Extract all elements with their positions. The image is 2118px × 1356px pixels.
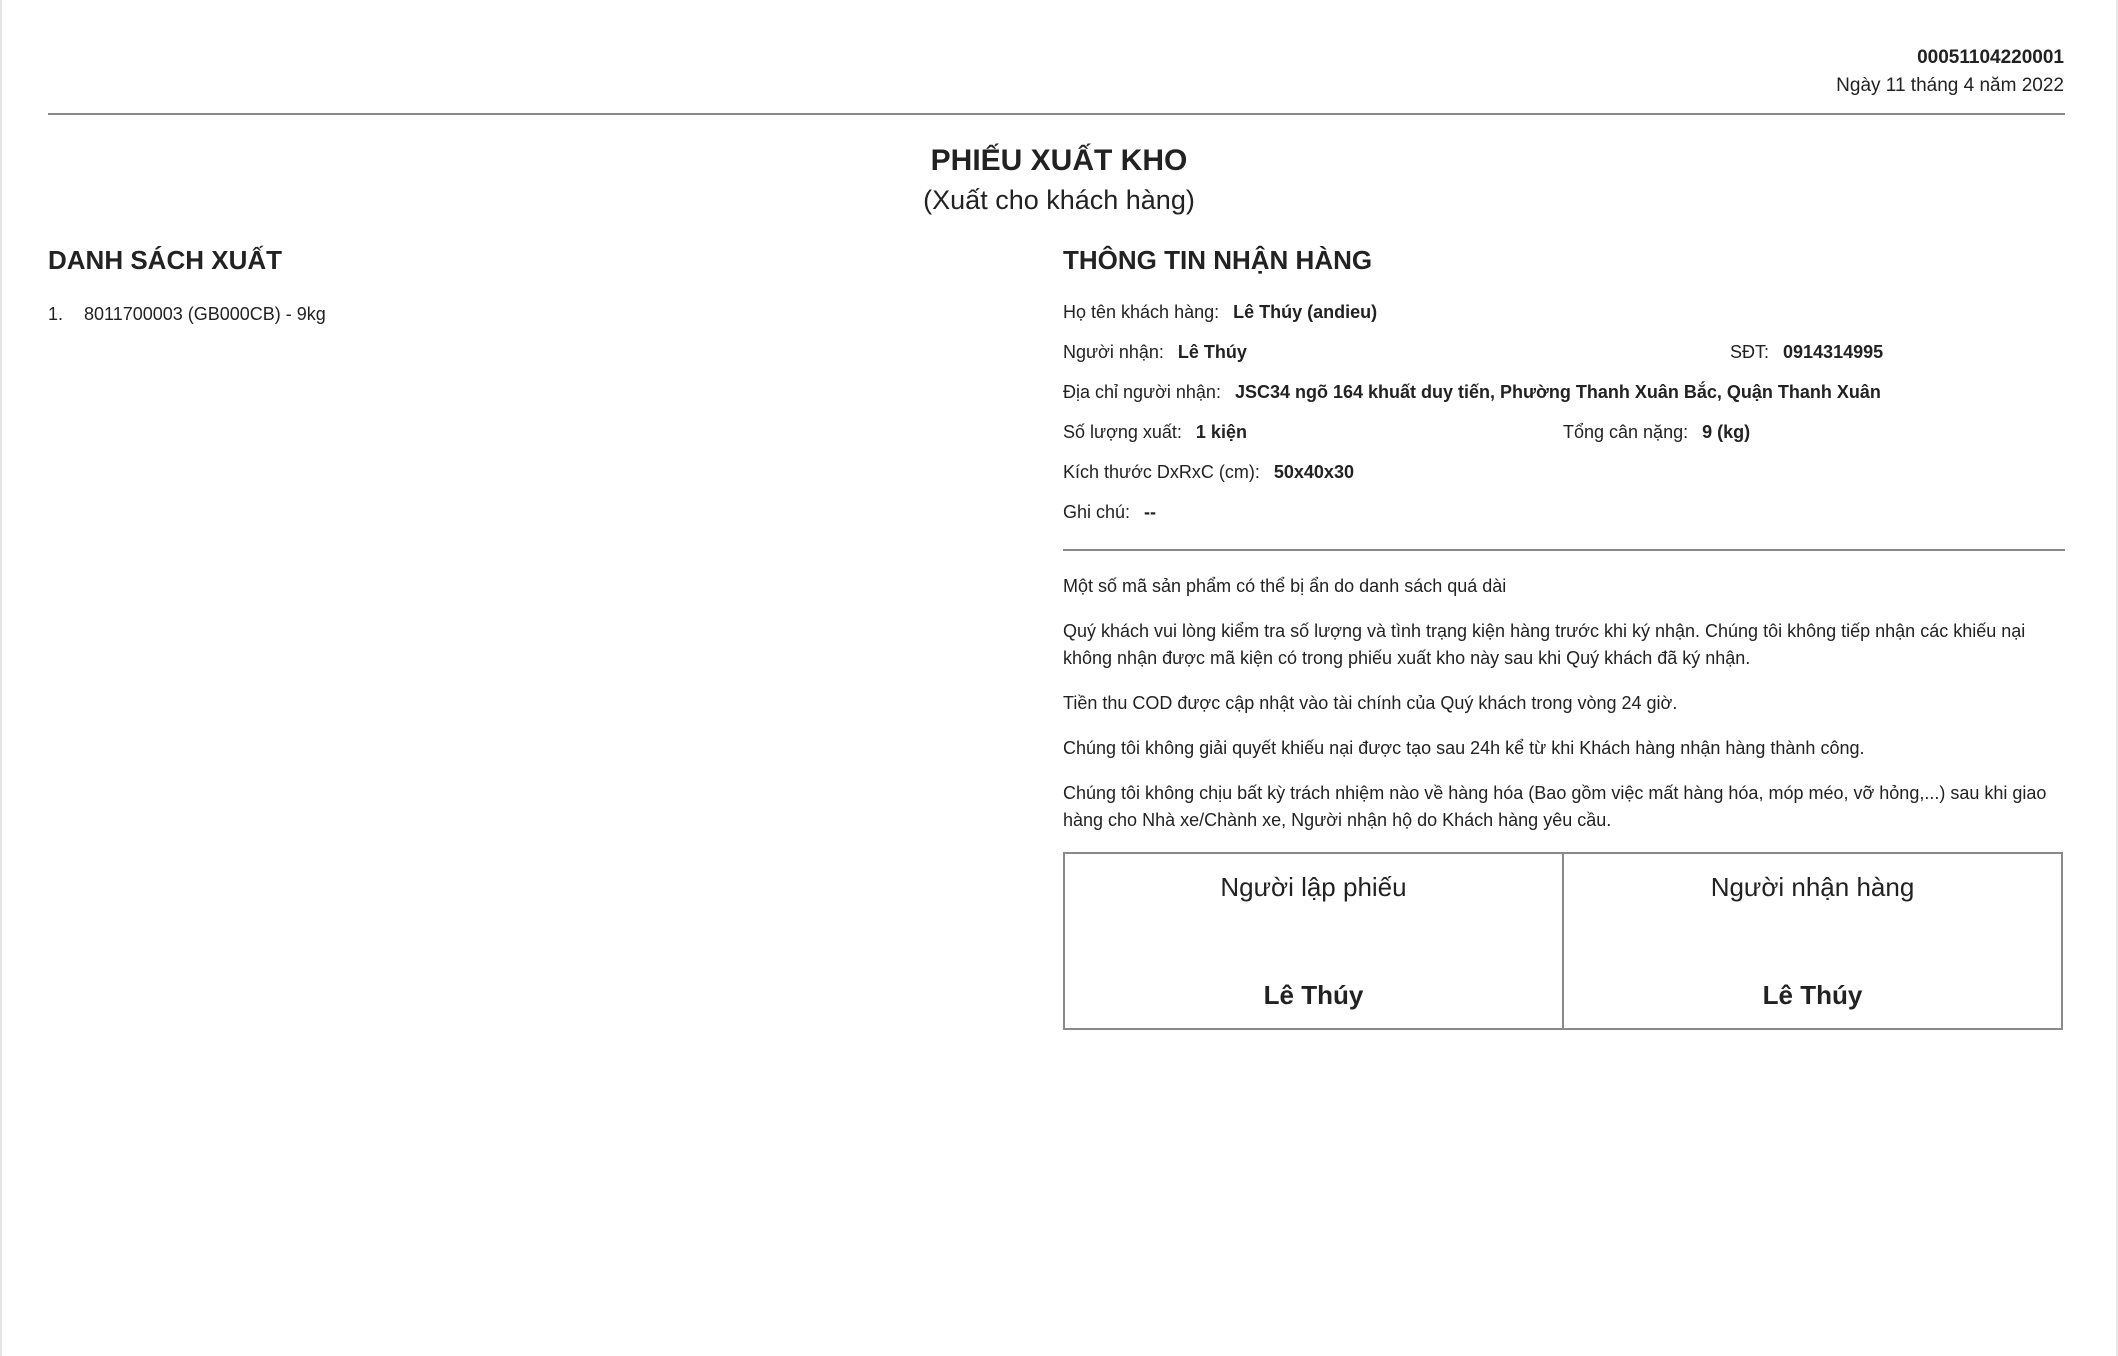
receipt-info-heading: THÔNG TIN NHẬN HÀNG bbox=[1063, 245, 1373, 275]
phone-pair bbox=[1730, 340, 1883, 364]
signature-table bbox=[1063, 852, 2063, 1030]
note-paragraph: Một số mã sản phẩm có thể bị ẩn do danh sách quá dài bbox=[1063, 576, 1507, 596]
note-paragraph: Chúng tôi không giải quyết khiếu nại được tạo sau 24h kể từ khi Khách hàng nhận hàng thành công. bbox=[1063, 738, 1865, 758]
dimensions-label: Kích thước DxRxC (cm): bbox=[1063, 462, 1260, 482]
receipt-info-section bbox=[1063, 242, 2065, 1030]
dimensions-row bbox=[1063, 460, 2065, 500]
export-list-heading: DANH SÁCH XUẤT bbox=[48, 245, 282, 275]
recipient-label: Người nhận: bbox=[1063, 342, 1164, 362]
address-value: JSC34 ngõ 164 khuất duy tiến, Phường Thanh Xuân Bắc, Quận Thanh Xuân bbox=[1234, 382, 1881, 402]
recipient-value: Lê Thúy bbox=[1177, 342, 1247, 362]
signature-title-receiver: Người nhận hàng bbox=[1710, 872, 1915, 902]
note-row bbox=[1063, 500, 2065, 540]
quantity-value: 1 kiện bbox=[1195, 422, 1247, 442]
phone-value: 0914314995 bbox=[1783, 342, 1884, 362]
notes-section bbox=[1063, 573, 2065, 834]
phone-label: SĐT: bbox=[1730, 342, 1770, 362]
customer-name-row bbox=[1063, 300, 2065, 340]
export-list bbox=[48, 302, 1008, 326]
note-label: Ghi chú: bbox=[1063, 502, 1131, 522]
list-item bbox=[48, 302, 1008, 326]
header-divider bbox=[48, 113, 2065, 115]
page-subtitle: (Xuất cho khách hàng) bbox=[923, 185, 1195, 215]
list-item-number: 1. bbox=[48, 304, 64, 324]
export-list-section bbox=[48, 242, 1008, 326]
page-title: PHIẾU XUẤT KHO bbox=[930, 144, 1188, 177]
quantity-row bbox=[1063, 420, 2065, 460]
signature-title-creator: Người lập phiếu bbox=[1220, 872, 1407, 902]
signature-cell-receiver bbox=[1562, 854, 2061, 1028]
customer-name-label: Họ tên khách hàng: bbox=[1063, 302, 1220, 322]
list-item-text: 8011700003 (GB000CB) - 9kg bbox=[84, 304, 326, 324]
document-code: 00051104220001 bbox=[1917, 47, 2064, 68]
note-paragraph: Quý khách vui lòng kiểm tra số lượng và tình trạng kiện hàng trước khi ký nhận. Chúng tôi không tiếp nhận các khiếu nại không nhận được mã kiện có trong phiếu xuất kho này sau khi Quý khách đã ký nhận. bbox=[1063, 621, 2026, 668]
signature-name-creator: Lê Thúy bbox=[1263, 980, 1364, 1010]
note-paragraph: Chúng tôi không chịu bất kỳ trách nhiệm nào về hàng hóa (Bao gồm việc mất hàng hóa, móp méo, vỡ hỏng,...) sau khi giao hàng cho Nhà xe/Chành xe, Người nhận hộ do Khách hàng yêu cầu. bbox=[1063, 783, 2047, 830]
total-weight-value: 9 (kg) bbox=[1702, 422, 1751, 442]
dimensions-value: 50x40x30 bbox=[1273, 462, 1354, 482]
signature-name-receiver: Lê Thúy bbox=[1762, 980, 1863, 1010]
customer-name-value: Lê Thúy (andieu) bbox=[1233, 302, 1378, 322]
quantity-label: Số lượng xuất: bbox=[1063, 422, 1182, 442]
note-value: -- bbox=[1144, 502, 1157, 522]
title-block bbox=[0, 140, 2118, 218]
address-row bbox=[1063, 380, 2065, 420]
receipt-info-fields bbox=[1063, 300, 2065, 540]
total-weight-label: Tổng cân nặng: bbox=[1563, 422, 1689, 442]
address-label: Địa chỉ người nhận: bbox=[1063, 382, 1221, 402]
note-paragraph: Tiền thu COD được cập nhật vào tài chính của Quý khách trong vòng 24 giờ. bbox=[1063, 693, 1678, 713]
total-weight-pair bbox=[1563, 420, 1750, 444]
recipient-row bbox=[1063, 340, 2065, 380]
info-divider bbox=[1063, 549, 2065, 551]
document-date: Ngày 11 tháng 4 năm 2022 bbox=[1836, 75, 2064, 96]
signature-cell-creator bbox=[1065, 854, 1562, 1028]
document-header bbox=[1836, 44, 2064, 100]
